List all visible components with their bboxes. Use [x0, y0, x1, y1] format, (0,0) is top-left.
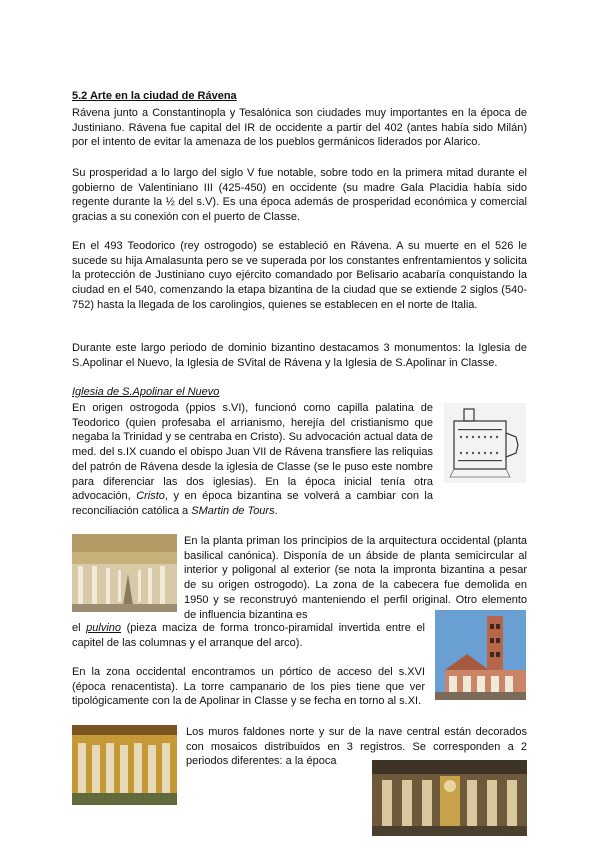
nave-interior-image — [72, 534, 177, 612]
floor-plan-image — [444, 403, 526, 483]
paragraph-pulvino: el pulvino (pieza maciza de forma tronco-piramidal invertida entre el capitel de las columnas y el arranque del arco). — [72, 622, 425, 649]
bell-tower-image — [435, 610, 526, 700]
section-title: 5.2 Arte en la ciudad de Rávena — [72, 90, 237, 102]
paragraph-prosperidad: Su prosperidad a lo largo del siglo V fue notable, sobre todo en la primera mitad durante el gobierno de Valentiniano III (425-450) en occidente (su madre Gala Placidia había sido regente durante la ½ del s.V). Es una época además de prosperidad económica y comercial gracias a su conexión con el puerto de Classe. — [72, 167, 527, 224]
mosaic-procession-image — [72, 725, 177, 805]
paragraph-ravena-intro: Rávena junto a Constantinopla y Tesalónica son ciudades muy importantes en la época de Justiniano. Rávena fue capital del IR de occidente a partir del 402 (antes había sido Milán) por el intento de evitar la amenaza de los pueblos germánicos liderados por Alarico. — [72, 107, 527, 149]
paragraph-muros: Los muros faldones norte y sur de la nave central están decorados con mosaicos distribuidos en 3 registros. Se corresponden a 2 periodos diferentes: a la época — [186, 726, 527, 768]
cristo-italic: Cristo — [136, 490, 165, 503]
mosaic-christ-image — [372, 760, 527, 836]
paragraph-zona-occidental: En la zona occidental encontramos un pórtico de acceso del s.XVI (época renacentista). La torre campanario de los pies tiene que ver tipológicamente con la de Apolinar in Classe y se fecha en torno al s.XI. — [72, 666, 425, 708]
smartin-italic: SMartin de Tours — [191, 504, 275, 517]
paragraph-teodorico: En el 493 Teodorico (rey ostrogodo) se estableció en Rávena. A su muerte en el 526 le sucede su hija Amalasunta pero se ve superada por los constantes enfrentamientos y solicita la protección de Justiniano cuyo ejército comandado por Belisario acabaría conquistando la ciudad en el 540, comenzando la etapa bizantina de la ciudad que se extiende 2 siglos (540-752) hasta la llegada de los carolingios, quienes se establecen en el norte de Italia. — [72, 240, 527, 311]
paragraph-origen: En origen ostrogoda (ppios s.VI), funcionó como capilla palatina de Teodorico (quien profesaba el arrianismo, herejía del cristianismo que negaba la Trinidad y se centraba en Cristo). Su advocación actual data de med. del s.IX cuando el obispo Juan VII de Rávena transfiere las reliquias del patrón de Rávena desde la iglesia de Classe (se le puso este nombre para diferenciar las dos iglesias). En la época inicial tenía otra advocación, Cristo, y en época bizantina se volverá a cambiar con la reconciliación católica a SMartin de Tours. — [72, 402, 433, 517]
subsection-title: Iglesia de S.Apolinar el Nuevo — [72, 386, 220, 398]
paragraph-planta: En la planta priman los principios de la arquitectura occidental (planta basilical canónica). Disponía de un ábside de planta semicircular al interior y poligonal al exterior (se nota la impronta bizantina a pesar de su origen ostrogodo). La zona de la cabecera fue demolida en 1950 y se reconstruyó manteniendo el perfil original. Otro elemento de influencia bizantina es — [184, 535, 527, 621]
pulvino-term: pulvino — [86, 622, 122, 634]
paragraph-monumentos: Durante este largo periodo de dominio bizantino destacamos 3 monumentos: la Iglesia de S.Apolinar el Nuevo, la Iglesia de SVital de Rávena y la Iglesia de S.Apolinar in Classe. — [72, 342, 527, 369]
